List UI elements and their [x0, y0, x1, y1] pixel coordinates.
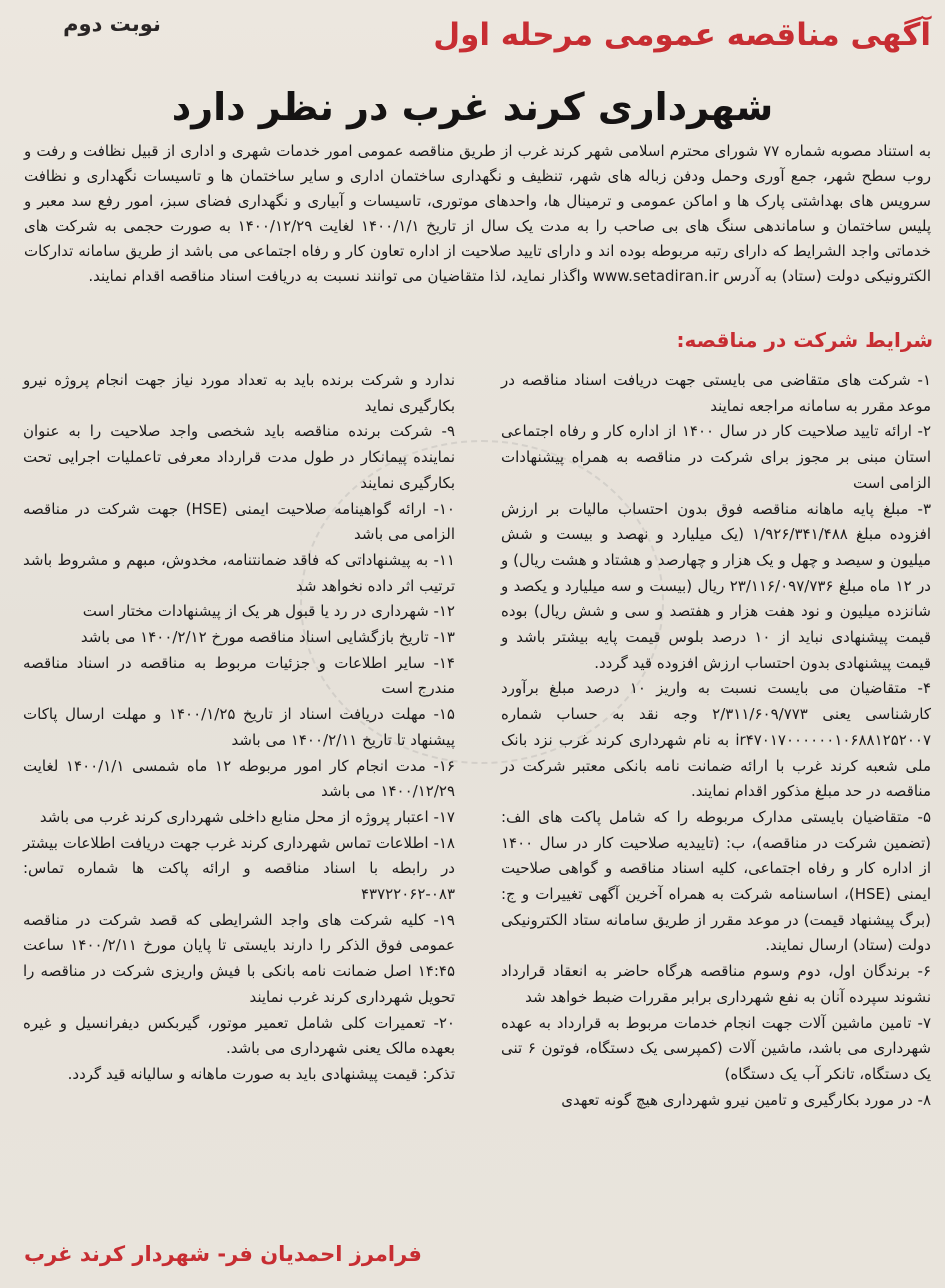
condition-item: ۱۸- اطلاعات تماس شهرداری کرند غرب جهت دریافت اطلاعات بیشتر در رابطه با اسناد مناقصه و ارائه پاکت ها شماره تماس: ۰۸۳-۴۳۷۲۲۰۶۲ — [23, 833, 455, 904]
condition-item: ۲۰- تعمیرات کلی شامل تعمیر موتور، گیربکس دیفرانسیل و غیره بعهده مالک یعنی شهرداری می باشد. — [23, 1013, 455, 1058]
condition-item: ۱۶- مدت انجام کار امور مربوطه ۱۲ ماه شمسی ۱۴۰۰/۱/۱ لغایت ۱۴۰۰/۱۲/۲۹ می باشد — [23, 756, 455, 801]
signature: فرامرز احمدیان فر- شهردار کرند غرب — [24, 1242, 422, 1266]
condition-item: ۹- شرکت برنده مناقصه باید شخصی واجد صلاحیت را به عنوان نماینده پیمانکار در طول مدت قرارداد معرفی تاعملیات اجرایی تحت بکارگیری نمایند — [23, 422, 455, 492]
round-label: نوبت دوم — [63, 12, 161, 36]
condition-item: ۱۷- اعتبار پروژه از محل منابع داخلی شهرداری کرند غرب می باشد — [39, 807, 455, 826]
condition-item: ۶- برندگان اول، دوم وسوم مناقصه هرگاه حاضر به انعقاد قرارداد نشوند سپرده آنان به نفع شهرداری برابر مقررات ضبط خواهد شد — [501, 962, 931, 1006]
intro-text: به استناد مصوبه شماره ۷۷ شورای محترم اسلامی شهر کرند غرب از طریق مناقصه عمومی امور خدمات شهری و اداری از قبیل نظافت و رفت و روب سطح شهر، جمع آوری وحمل ودفن زباله های شهر، تنظیف و نگهداری ساختمان اداری و سایر ساختمان ها و تاسیسات نگهداری و نظافت سرویس های بهداشتی پارک ها و اماکن عمومی و ترمینال ها، واحدهای موتوری، تاسیسات و آبیاری و نگهداری فضای سبز، امور رفع سد معبر و پلیس ساختمان و ساماندهی سنگ های بی صاحب را به مدت یک سال از تاریخ ۱۴۰۰/۱/۱ لغایت ۱۴۰۰/۱۲/۲۹ به صورت حجمی به شرکت های خدماتی واجد الشرایط که دارای رتبه مربوطه بوده اند و دارای تایید صلاحیت از اداره تعاون کار و رفاه اجتماعی می باشد از طریق سامانه تدارکات الکترونیکی دولت (ستاد) به آدرس www.setadiran.ir واگذار نماید، لذا متقاضیان می توانند نسبت به دریافت اسناد مناقصه اقدام نمایند. — [24, 142, 931, 285]
condition-item: ۷- تامین ماشین آلات جهت انجام خدمات مربوط به قرارداد به عهده شهرداری می باشد، ماشین آلات (کمپرسی یک دستگاه، فوتون ۶ تنی یک دستگاه، تانکر آب یک دستگاه) — [501, 1013, 931, 1083]
conditions-left-column — [23, 368, 455, 1088]
condition-item: ۱۲- شهرداری در رد یا قبول هر یک از پیشنهادات مختار است — [82, 602, 455, 621]
condition-item: ۱۳- تاریخ بازگشایی اسناد مناقصه مورخ ۱۴۰۰/۲/۱۲ می باشد — [80, 628, 455, 647]
condition-item: ۳- مبلغ پایه ماهانه مناقصه فوق بدون احتساب مالیات بر ارزش افزوده مبلغ ۱/۹۲۶/۳۴۱/۴۸۸ (یک میلیارد و نهصد و بیست و شش میلیون و سیصد و چهل و یک هزار و چهارصد و هشتاد و هشت ریال) و در ۱۲ ماه مبلغ ۲۳/۱۱۶/۰۹۷/۷۳۶ ریال (بیست و سه میلیارد و یکصد و شانزده میلیون و نود هفت هزار و هفتصد و سی و شش ریال) بوده قیمت پیشنهادی نباید از ۱۰ درصد بلوس قیمت پایه بیشتر باشد و قیمت پیشنهادی بدون احتساب ارزش افزوده قید گردد. — [501, 499, 931, 672]
condition-item: ۱۴- سایر اطلاعات و جزئیات مربوط به مناقصه در اسناد مناقصه مندرج است — [23, 653, 455, 698]
condition-item: ۸- در مورد بکارگیری و تامین نیرو شهرداری هیچ گونه تعهدی — [561, 1090, 931, 1109]
condition-item: ۲- ارائه تایید صلاحیت کار در سال ۱۴۰۰ از اداره کار و رفاه اجتماعی استان مبنی بر مجوز برای شرکت در مناقصه به همراه پیشنهادات الزامی است — [501, 422, 931, 492]
conditions-right-column — [501, 368, 931, 1113]
intro-paragraph — [24, 139, 931, 289]
note-text: تذکر: قیمت پیشنهادی باید به صورت ماهانه و سالیانه قید گردد. — [67, 1064, 455, 1083]
condition-item: ندارد و شرکت برنده باید به تعداد مورد نیاز جهت انجام پروژه نیرو بکارگیری نماید — [23, 371, 455, 415]
condition-item: ۱۰- ارائه گواهینامه صلاحیت ایمنی (HSE) جهت شرکت در مناقصه الزامی می باشد — [23, 499, 455, 544]
condition-item: ۴- متقاضیان می بایست نسبت به واریز ۱۰ درصد مبلغ برآورد کارشناسی یعنی ۲/۳۱۱/۶۰۹/۷۷۳ وجه نقد به حساب شماره ir۴۷۰۱۷۰۰۰۰۰۰۱۰۶۸۸۱۲۵۲۰۰۷ به نام شهرداری کرند غرب نزد بانک ملی شعبه کرند غرب با ارائه ضمانت نامه بانکی معتبر شرکت در مناقصه در حد مبلغ مذکور اقدام نمایند. — [501, 679, 932, 801]
condition-item: ۵- متقاضیان بایستی مدارک مربوطه را که شامل پاکت های الف: (تضمین شرکت در مناقصه)، ب: (تاییدیه صلاحیت کار در سال ۱۴۰۰ از اداره کار و رفاه اجتماعی، کلیه اسناد مناقصه و گواهی صلاحیت ایمنی (HSE)، اساسنامه شرکت به همراه آخرین آگهی تغییرات و ج: (برگ پیشنهاد قیمت) در موعد مقرر از طریق سامانه ستاد الکترونیکی دولت (ستاد) ارسال نمایند. — [501, 807, 932, 955]
condition-item: ۱- شرکت های متقاضی می بایستی جهت دریافت اسناد مناقصه در موعد مقرر به سامانه مراجعه نمایند — [501, 371, 931, 415]
subheadline: شهرداری کرند غرب در نظر دارد — [171, 85, 774, 129]
headline: آگهی مناقصه عمومی مرحله اول — [433, 17, 931, 53]
conditions-title: شرایط شرکت در مناقصه: — [676, 328, 933, 352]
condition-item: ۱۵- مهلت دریافت اسناد از تاریخ ۱۴۰۰/۱/۲۵ و مهلت ارسال پاکات پیشنهاد تا تاریخ ۱۴۰۰/۲/۱۱ می باشد — [23, 705, 455, 749]
condition-item: ۱۱- به پیشنهاداتی که فاقد ضمانتنامه، مخدوش، مبهم و مشروط باشد ترتیب اثر داده نخواهد شد — [23, 550, 455, 595]
condition-item: ۱۹- کلیه شرکت های واجد الشرایطی که قصد شرکت در مناقصه عمومی فوق الذکر را دارند بایستی تا پایان مورخ ۱۴۰۰/۲/۱۱ ساعت ۱۴:۴۵ اصل ضمانت نامه بانکی با فیش واریزی شرکت در مناقصه را تحویل شهرداری کرند غرب نمایند — [23, 910, 455, 1006]
